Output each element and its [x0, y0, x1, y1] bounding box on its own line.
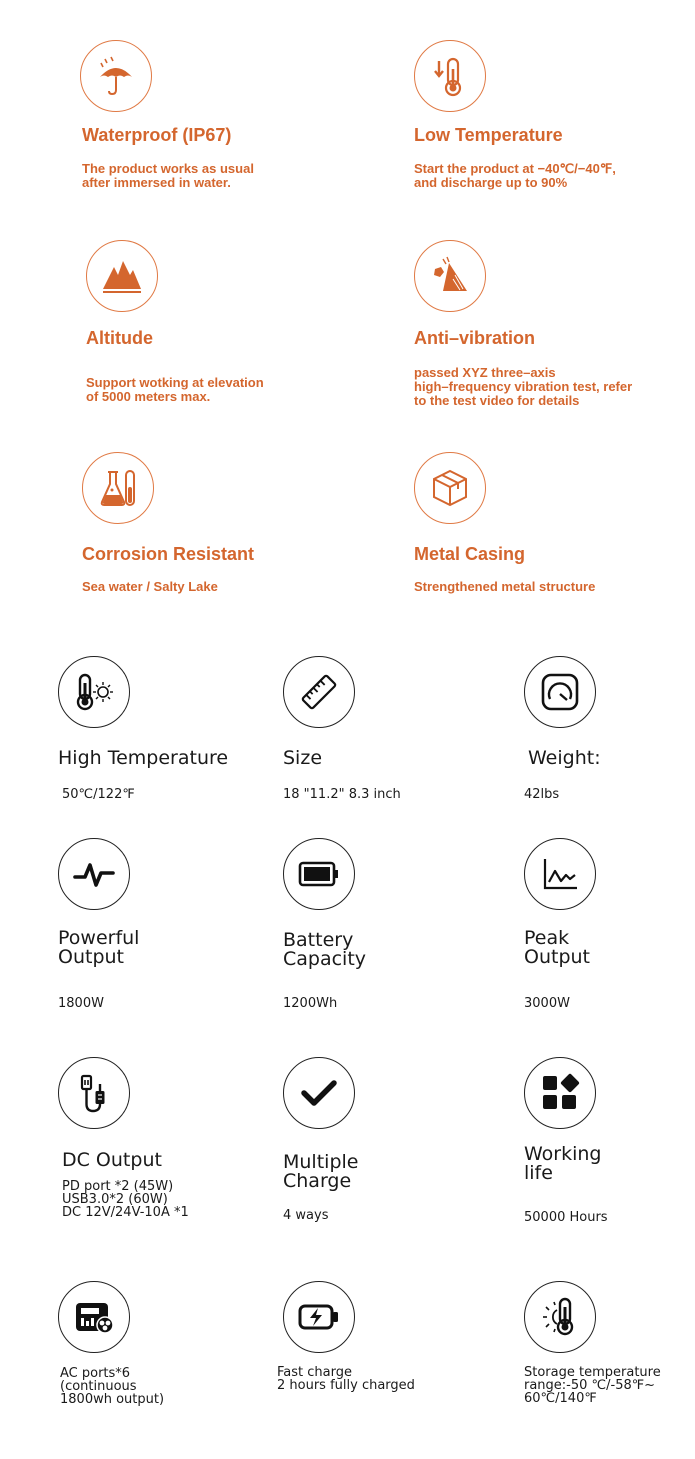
umbrella-rain-icon: [93, 53, 139, 99]
feature-title-altitude: Altitude: [86, 328, 153, 348]
spec-title-battery-capacity: Battery Capacity: [283, 929, 367, 970]
spec-value-storage-temperature: Storage temperature range:-50 ℃/-58℉~ 60℃/140℉: [524, 1365, 661, 1406]
powerful-output-icon-circle: [58, 838, 130, 910]
corrosion-icon-circle: [82, 452, 154, 524]
anti-vibration-icon-circle: [414, 240, 486, 312]
battery-capacity-icon-circle: [283, 838, 355, 910]
feature-title-waterproof: Waterproof (IP67): [82, 125, 232, 145]
thermometer-sun-icon: [537, 1294, 583, 1340]
weight-icon-circle: [524, 656, 596, 728]
spec-title-weight: Weight:: [528, 747, 601, 769]
low-temperature-icon-circle: [414, 40, 486, 112]
spec-value-weight: 42lbs: [524, 787, 560, 802]
spec-title-peak-output: Peak Output: [524, 927, 590, 968]
peak-output-icon-circle: [524, 838, 596, 910]
feature-title-anti-vibration: Anti–vibration: [414, 328, 536, 348]
spec-value-high-temperature: 50℃/122℉: [62, 787, 135, 802]
chart-line-icon: [537, 851, 583, 897]
working-life-icon-circle: [524, 1057, 596, 1129]
spec-value-peak-output: 3000W: [524, 996, 570, 1011]
flask-icon: [95, 465, 141, 511]
pulse-icon: [71, 851, 117, 897]
spec-title-multiple-charge: Multiple Charge: [283, 1151, 359, 1192]
feature-desc-metal-casing: Strengthened metal structure: [414, 579, 596, 594]
ac-outlet-icon: [71, 1294, 117, 1340]
spec-title-dc-output: DC Output: [62, 1149, 162, 1171]
ruler-icon: [296, 669, 342, 715]
spec-value-powerful-output: 1800W: [58, 996, 104, 1011]
feature-title-metal-casing: Metal Casing: [414, 544, 526, 564]
battery-icon: [296, 851, 342, 897]
vibration-icon: [427, 253, 473, 299]
cable-plug-icon: [71, 1070, 117, 1116]
gauge-icon: [537, 669, 583, 715]
feature-title-low-temperature: Low Temperature: [414, 125, 563, 145]
checkmark-icon: [296, 1070, 342, 1116]
spec-value-battery-capacity: 1200Wh: [283, 996, 338, 1011]
apps-grid-icon: [537, 1070, 583, 1116]
size-icon-circle: [283, 656, 355, 728]
fast-charge-battery-icon: [296, 1294, 342, 1340]
feature-title-corrosion: Corrosion Resistant: [82, 544, 255, 564]
box-icon: [427, 465, 473, 511]
feature-desc-low-temperature: Start the product at −40℃/−40℉, and discharge up to 90%: [414, 161, 616, 190]
spec-title-powerful-output: Powerful Output: [58, 927, 140, 968]
waterproof-icon-circle: [80, 40, 152, 112]
altitude-icon-circle: [86, 240, 158, 312]
dc-output-icon-circle: [58, 1057, 130, 1129]
spec-value-dc-output: PD port *2 (45W) USB3.0*2 (60W) DC 12V/24V-10A *1: [62, 1179, 189, 1220]
metal-casing-icon-circle: [414, 452, 486, 524]
spec-value-multiple-charge: 4 ways: [283, 1208, 329, 1223]
ac-ports-icon-circle: [58, 1281, 130, 1353]
feature-desc-corrosion: Sea water / Salty Lake: [82, 579, 218, 594]
fast-charge-icon-circle: [283, 1281, 355, 1353]
spec-title-working-life: Working life: [524, 1143, 602, 1184]
spec-value-ac-ports: AC ports*6 (continuous 1800wh output): [60, 1366, 165, 1407]
spec-value-size: 18 "11.2" 8.3 inch: [283, 787, 401, 802]
spec-value-fast-charge: Fast charge 2 hours fully charged: [277, 1365, 415, 1393]
spec-title-high-temperature: High Temperature: [58, 747, 229, 769]
storage-temperature-icon-circle: [524, 1281, 596, 1353]
spec-title-size: Size: [283, 747, 323, 769]
spec-value-working-life: 50000 Hours: [524, 1210, 608, 1225]
mountain-icon: [99, 253, 145, 299]
feature-desc-waterproof: The product works as usual after immersed in water.: [82, 161, 254, 190]
thermometer-sun-icon: [71, 669, 117, 715]
thermometer-down-icon: [427, 53, 473, 99]
feature-desc-anti-vibration: passed XYZ three–axis high–frequency vibration test, refer to the test video for details: [414, 365, 633, 408]
feature-desc-altitude: Support wotking at elevation of 5000 meters max.: [86, 375, 264, 404]
multiple-charge-icon-circle: [283, 1057, 355, 1129]
high-temperature-icon-circle: [58, 656, 130, 728]
